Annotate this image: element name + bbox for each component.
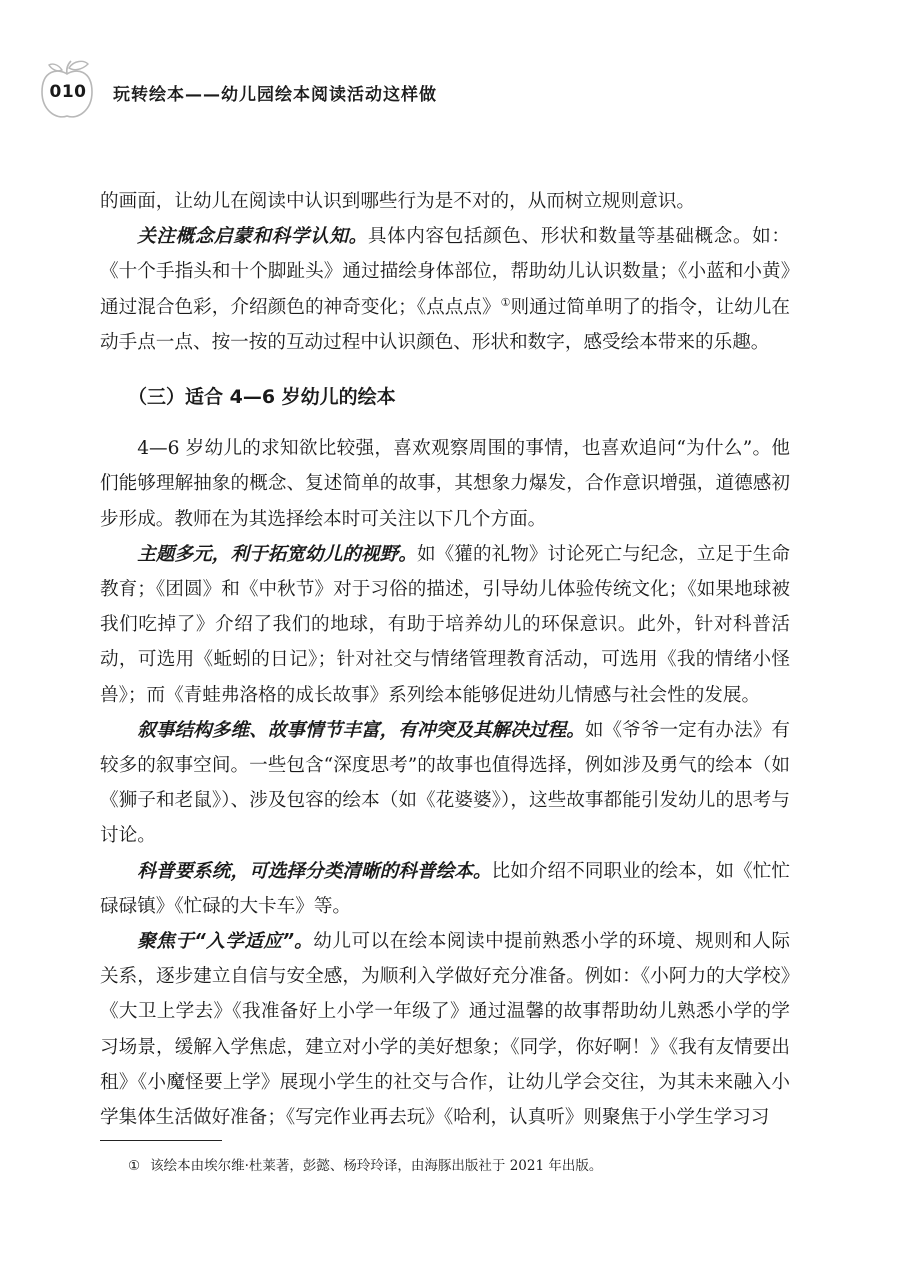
paragraph-lead: 主题多元，利于拓宽幼儿的视野。 — [137, 543, 417, 565]
paragraph-lead: 聚焦于“入学适应”。 — [137, 931, 314, 953]
paragraph-text: 如《獾的礼物》讨论死亡与纪念，立足于生命教育；《团圆》和《中秋节》对于习俗的描述，引导幼儿体验传统文化；《如果地球被我们吃掉了》介绍了我们的地球，有助于培养幼儿的环保意识。此外，针对科普活动，可选用《蚯蚓的日记》；针对社交与情绪管理教育活动，可选用《我的情绪小怪兽》；而《青蛙弗洛格的成长故事》系列绘本能够促进幼儿情感与社会性的发展。 — [100, 543, 790, 706]
paragraph-text: 比如介绍不同职业的绘本，如《忙忙碌碌镇》《忙碌的大卡车》等。 — [100, 860, 790, 917]
paragraph — [100, 924, 790, 1135]
footnote-mark: ① — [128, 1158, 141, 1174]
paragraph-text: 幼儿可以在绘本阅读中提前熟悉小学的环境、规则和人际关系，逐步建立自信与安全感，为顺利入学做好充分准备。例如：《小阿力的大学校》《大卫上学去》《我准备好上小学一年级了》通过温馨的故事帮助幼儿熟悉小学的学习场景，缓解入学焦虑，建立对小学的美好想象；《同学，你好啊！》《我有友情要出租》《小魔怪要上学》展现小学生的社交与合作，让幼儿学会交往，为其未来融入小学集体生活做好准备；《写完作业再去玩》《哈利，认真听》则聚焦于小学生学习习 — [100, 931, 790, 1129]
paragraph: 的画面，让幼儿在阅读中认识到哪些行为是不对的，从而树立规则意识。 — [100, 191, 696, 212]
footnote-text: 该绘本由埃尔维·杜莱著，彭懿、杨玲玲译，由海豚出版社于 2021 年出版。 — [150, 1158, 603, 1174]
paragraph-text: 具体内容包括颜色、形状和数量等基础概念。如：《十个手指头和十个脚趾头》通过描绘身体部位，帮助幼儿认识数量；《小蓝和小黄》通过混合色彩，介绍颜色的神奇变化；《点点点》 — [100, 226, 790, 318]
paragraph-lead: 科普要系统，可选择分类清晰的科普绘本。 — [137, 860, 492, 882]
paragraph — [100, 854, 790, 924]
page-header — [38, 58, 858, 122]
running-title: 玩转绘本——幼儿园绘本阅读活动这样做 — [113, 85, 437, 105]
page-number: 010 — [49, 82, 87, 102]
footnote — [128, 1156, 808, 1176]
paragraph — [100, 713, 790, 854]
section-heading: （三）适合 4—6 岁幼儿的绘本 — [128, 386, 396, 409]
footnote-divider — [100, 1140, 222, 1141]
paragraph-lead: 关注概念启蒙和科学认知。 — [137, 226, 368, 248]
paragraph-text: 则通过简单明了的指令，让幼儿在动手点一点、按一按的互动过程中认识颜色、形状和数字，感受绘本带来的乐趣。 — [100, 296, 790, 353]
paragraph — [100, 219, 790, 360]
footnote-reference[interactable]: ① — [500, 295, 511, 309]
paragraph: 4—6 岁幼儿的求知欲比较强，喜欢观察周围的事情，也喜欢追问“为什么”。他们能够理解抽象的概念、复述简单的故事，其想象力爆发，合作意识增强，道德感初步形成。教师在为其选择绘本时可关注以下几个方面。 — [100, 438, 790, 530]
paragraph-lead: 叙事结构多维、故事情节丰富，有冲突及其解决过程。 — [137, 719, 585, 741]
paragraph — [100, 537, 790, 713]
paragraph-text: 如《爷爷一定有办法》有较多的叙事空间。一些包含“深度思考”的故事也值得选择，例如涉及勇气的绘本（如《狮子和老鼠》）、涉及包容的绘本（如《花婆婆》），这些故事都能引发幼儿的思考与讨论。 — [100, 719, 790, 847]
main-text — [100, 184, 790, 1135]
